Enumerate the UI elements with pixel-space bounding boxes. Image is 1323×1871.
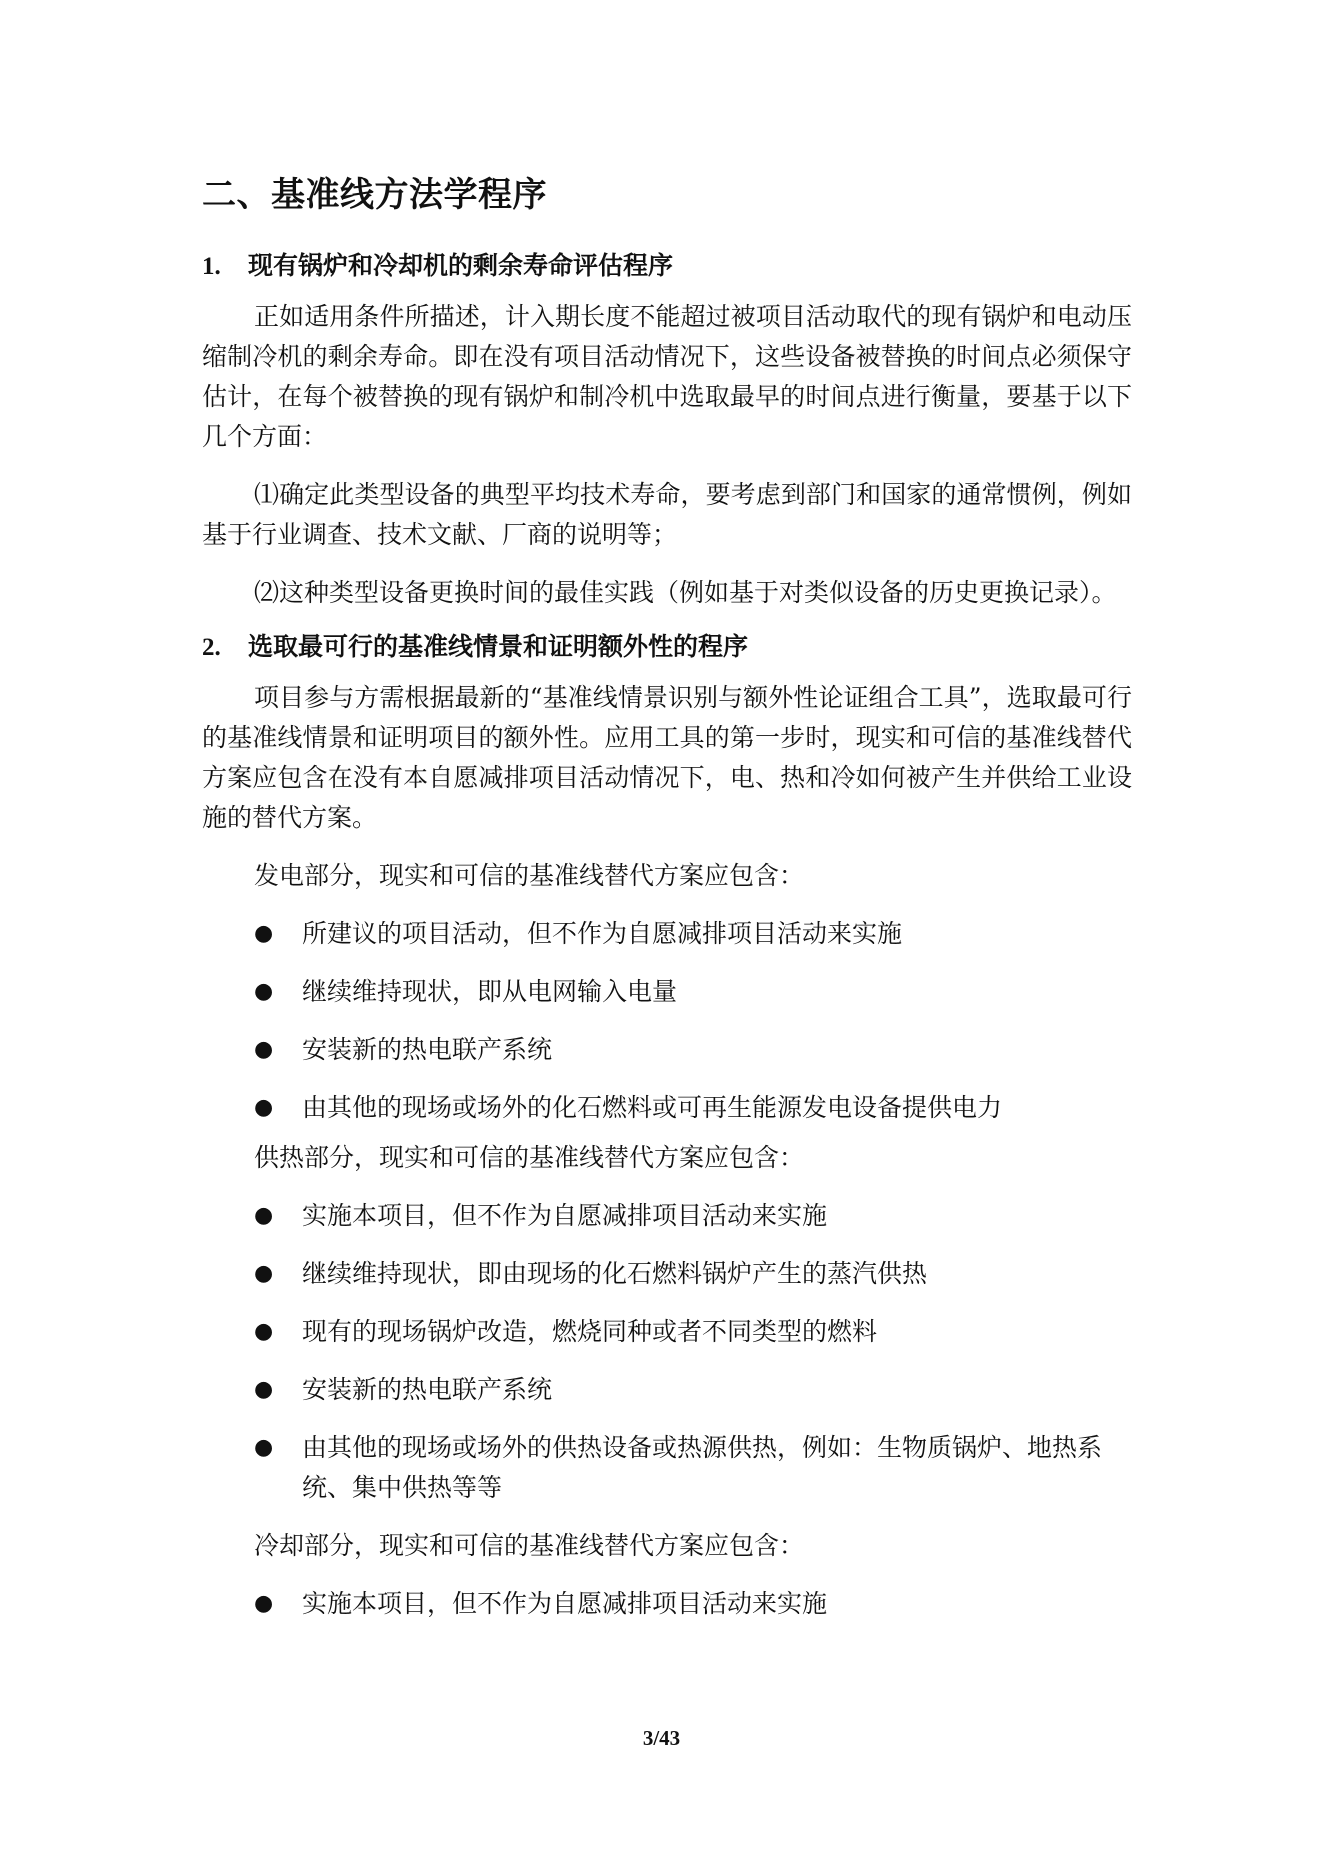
page-content	[202, 150, 1132, 1624]
subsection-1-heading	[202, 246, 1132, 287]
subsection-1-item-1: ⑴确定此类型设备的典型平均技术寿命，要考虑到部门和国家的通常惯例，例如基于行业调查、技术文献、厂商的说明等；	[202, 480, 1132, 549]
subsection-1-item-2: ⑵这种类型设备更换时间的最佳实践（例如基于对类似设备的历史更换记录）。	[254, 578, 1117, 607]
list-item: ● 所建议的项目活动，但不作为自愿减排项目活动来实施	[202, 914, 1132, 954]
list-item: ● 现有的现场锅炉改造，燃烧同种或者不同类型的燃料	[202, 1312, 1132, 1352]
bullet-icon: ●	[254, 1435, 274, 1460]
list-item: ● 实施本项目，但不作为自愿减排项目活动来实施	[202, 1196, 1132, 1236]
subsection-2-heading	[202, 627, 1132, 668]
cool-intro: 冷却部分，现实和可信的基准线替代方案应包含：	[254, 1531, 805, 1560]
bullet-icon: ●	[254, 921, 274, 946]
list-item: ● 继续维持现状，即由现场的化石燃料锅炉产生的蒸汽供热	[202, 1254, 1132, 1294]
subsection-1-number: 1.	[202, 253, 221, 280]
subsection-2-paragraph: 项目参与方需根据最新的“基准线情景识别与额外性论证组合工具”，选取最可行的基准线情景和证明项目的额外性。应用工具的第一步时，现实和可信的基准线替代方案应包含在没有本自愿减排项目活动情况下，电、热和冷如何被产生并供给工业设施的替代方案。	[202, 683, 1132, 832]
bullet-icon: ●	[254, 979, 274, 1004]
bullet-icon: ●	[254, 1203, 274, 1228]
bullet-icon: ●	[254, 1319, 274, 1344]
power-intro: 发电部分，现实和可信的基准线替代方案应包含：	[254, 861, 805, 890]
heat-intro: 供热部分，现实和可信的基准线替代方案应包含：	[254, 1143, 805, 1172]
list-item: ● 继续维持现状，即从电网输入电量	[202, 972, 1132, 1012]
list-item: ● 由其他的现场或场外的供热设备或热源供热，例如：生物质锅炉、地热系统、集中供热等等	[202, 1428, 1132, 1508]
bullet-icon: ●	[254, 1095, 274, 1120]
subsection-2-number: 2.	[202, 634, 221, 661]
heat-list	[202, 1196, 1132, 1508]
list-item: ● 由其他的现场或场外的化石燃料或可再生能源发电设备提供电力	[202, 1088, 1132, 1128]
section-title: 二、基准线方法学程序	[202, 175, 547, 215]
list-item: ● 安装新的热电联产系统	[202, 1030, 1132, 1070]
cool-list	[202, 1584, 1132, 1624]
bullet-icon: ●	[254, 1377, 274, 1402]
list-item: ● 实施本项目，但不作为自愿减排项目活动来实施	[202, 1584, 1132, 1624]
subsection-1-paragraph: 正如适用条件所描述，计入期长度不能超过被项目活动取代的现有锅炉和电动压缩制冷机的剩余寿命。即在没有项目活动情况下，这些设备被替换的时间点必须保守估计，在每个被替换的现有锅炉和制冷机中选取最早的时间点进行衡量，要基于以下几个方面：	[202, 302, 1132, 451]
list-item: ● 安装新的热电联产系统	[202, 1370, 1132, 1410]
bullet-icon: ●	[254, 1591, 274, 1616]
bullet-icon: ●	[254, 1037, 274, 1062]
power-list	[202, 914, 1132, 1128]
page-number: 3/43	[642, 1726, 681, 1750]
subsection-2-title: 选取最可行的基准线情景和证明额外性的程序	[248, 632, 749, 661]
bullet-icon: ●	[254, 1261, 274, 1286]
subsection-1-title: 现有锅炉和冷却机的剩余寿命评估程序	[248, 251, 674, 280]
